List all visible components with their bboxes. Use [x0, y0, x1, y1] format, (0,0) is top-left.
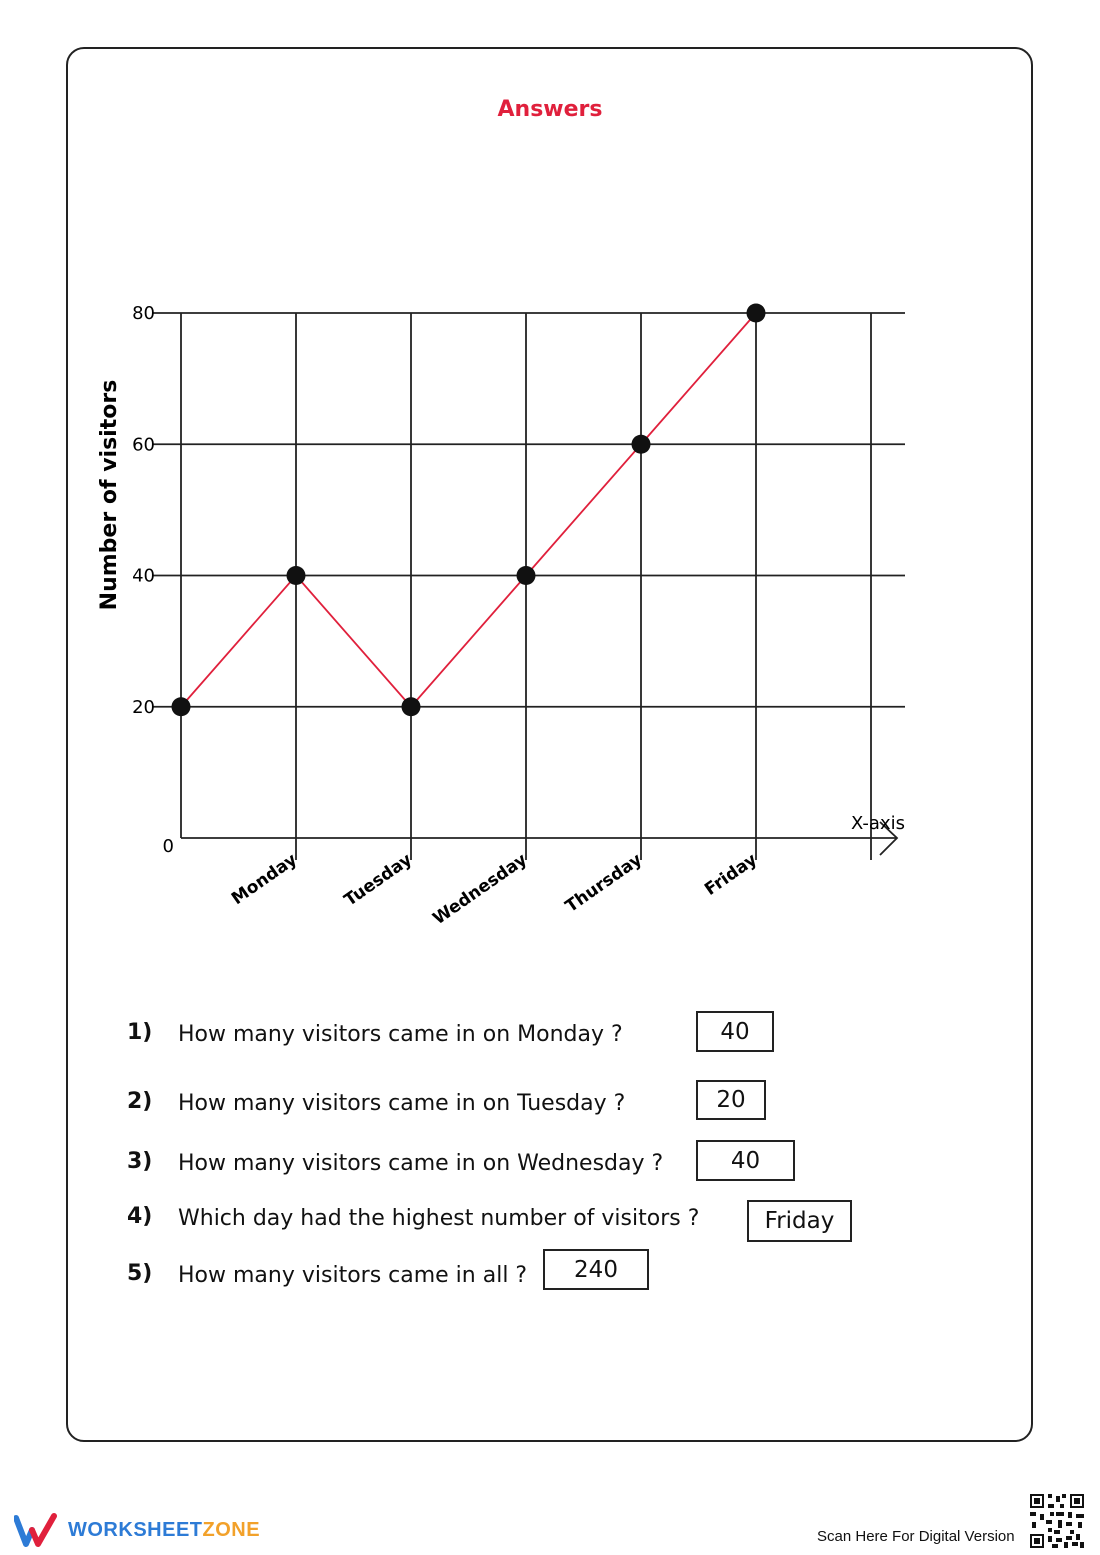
x-axis-label: X-axis	[851, 813, 905, 834]
x-tick-label-monday: Monday	[228, 849, 301, 910]
x-tick-label-friday: Friday	[701, 849, 761, 900]
answer-box-1: 40	[696, 1011, 774, 1052]
answer-box-4: Friday	[747, 1200, 852, 1242]
data-point	[747, 304, 766, 323]
answer-box-3: 40	[696, 1140, 795, 1181]
data-point	[172, 697, 191, 716]
scan-text: Scan Here For Digital Version	[817, 1528, 1015, 1545]
question-4-number: 4)	[127, 1204, 153, 1229]
question-1-text: How many visitors came in on Monday ?	[178, 1022, 623, 1047]
worksheetzone-logo-icon	[14, 1512, 60, 1548]
question-3-number: 3)	[127, 1149, 153, 1174]
x-tick-label-wednesday: Wednesday	[429, 849, 531, 930]
y-axis-label: Number of visitors	[97, 379, 122, 611]
y-tick-label: 0	[162, 836, 174, 857]
series-line	[181, 313, 756, 707]
answer-box-5: 240	[543, 1249, 649, 1290]
question-4-text: Which day had the highest number of visitors ?	[178, 1206, 700, 1231]
y-tick-label: 20	[132, 696, 155, 718]
x-tick-label-thursday: Thursday	[561, 849, 646, 917]
data-point	[402, 697, 421, 716]
footer-logo	[14, 1512, 260, 1548]
y-tick-label: 80	[132, 303, 155, 324]
question-2-text: How many visitors came in on Tuesday ?	[178, 1091, 626, 1116]
data-point	[632, 435, 651, 454]
question-1-number: 1)	[127, 1020, 153, 1045]
data-point	[287, 566, 306, 585]
question-3-text: How many visitors came in on Wednesday ?	[178, 1151, 664, 1176]
qr-code-icon	[1028, 1492, 1086, 1550]
page-title: Answers	[497, 97, 603, 122]
answer-box-2: 20	[696, 1080, 766, 1120]
data-point	[517, 566, 536, 585]
y-tick-label: 60	[132, 434, 155, 456]
question-2-number: 2)	[127, 1089, 153, 1114]
x-tick-label-tuesday: Tuesday	[340, 849, 416, 911]
brand-name: WORKSHEETZONE	[68, 1518, 261, 1541]
question-5-number: 5)	[127, 1261, 153, 1286]
question-5-text: How many visitors came in all ?	[178, 1263, 528, 1288]
y-tick-label: 40	[132, 565, 155, 587]
